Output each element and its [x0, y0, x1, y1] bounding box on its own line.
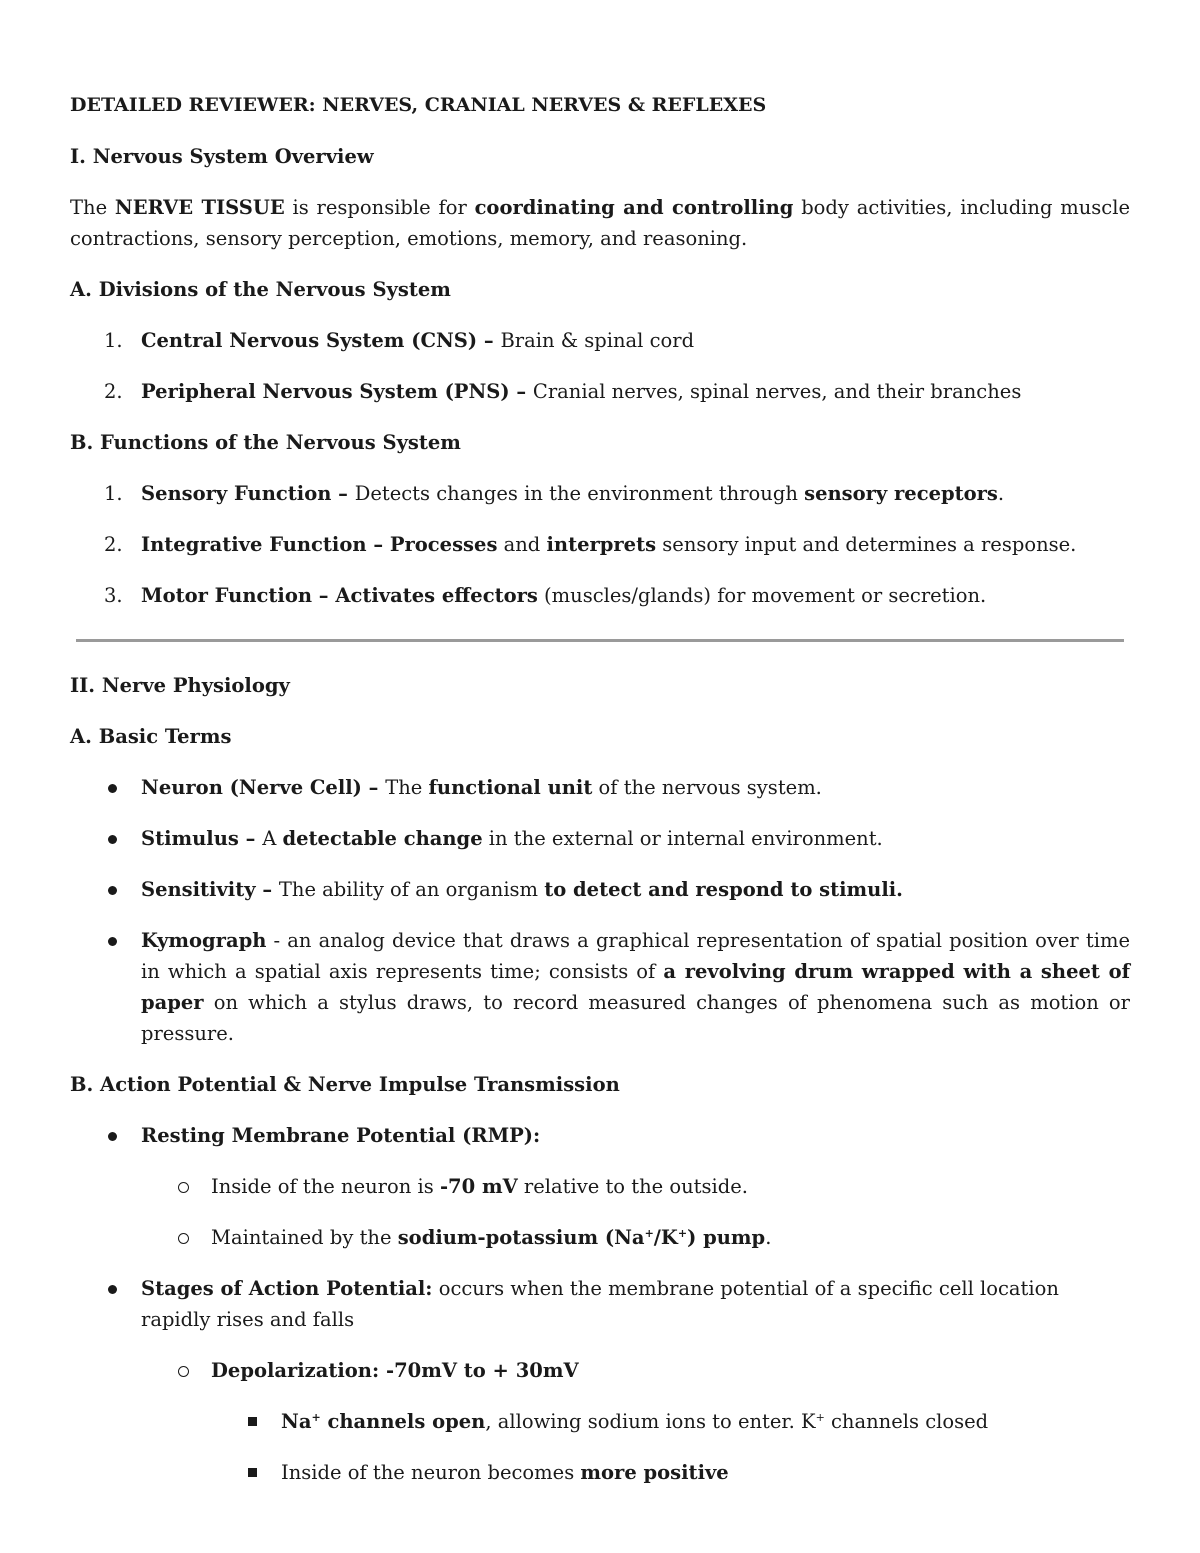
- stages-sublist: [141, 1355, 1130, 1488]
- list-item: Resting Membrane Potential (RMP): Inside of the neuron is -70 mV relative to the outside. Maintained by the sodium-potassium (Na+/K+) pump.: [70, 1120, 1130, 1253]
- rmp-sublist: [141, 1171, 1130, 1253]
- list-item: 1. Sensory Function – Detects changes in the environment through sensory receptors.: [104, 482, 1005, 505]
- circle-bullet-icon: [178, 1233, 189, 1244]
- section-1-heading: I. Nervous System Overview: [70, 145, 374, 168]
- horizontal-divider: [76, 639, 1124, 642]
- list-item: 1. Central Nervous System (CNS) – Brain & spinal cord: [104, 329, 695, 352]
- list-item: 3. Motor Function – Activates effectors (muscles/glands) for movement or secretion.: [104, 584, 987, 607]
- circle-bullet-icon: [178, 1366, 189, 1377]
- list-item: Stimulus – A detectable change in the external or internal environment.: [70, 823, 1130, 854]
- intro-paragraph: The NERVE TISSUE is responsible for coordinating and controlling body activities, including muscle contractions, sensory perception, emotions, memory, and reasoning.: [70, 196, 1131, 250]
- bullet-icon: [108, 835, 117, 844]
- divisions-list: [70, 325, 1130, 407]
- list-item: Na+ channels open, allowing sodium ions to enter. K+ channels closed: [70, 1406, 1130, 1437]
- depolarization-sublist: [211, 1406, 1130, 1488]
- list-item: 2. Peripheral Nervous System (PNS) – Cranial nerves, spinal nerves, and their branches: [104, 380, 1022, 403]
- bullet-icon: [108, 1132, 117, 1141]
- list-item: Sensitivity – The ability of an organism to detect and respond to stimuli.: [70, 874, 1130, 905]
- basic-terms-heading: A. Basic Terms: [70, 725, 232, 748]
- square-bullet-icon: [248, 1417, 257, 1426]
- list-item: Depolarization: -70mV to + 30mV Na+ channels open, allowing sodium ions to enter. K+ channels closed Inside of the neuron becomes more positive: [70, 1355, 1130, 1488]
- list-item: Inside of the neuron becomes more positive: [70, 1457, 1130, 1488]
- action-potential-heading: B. Action Potential & Nerve Impulse Transmission: [70, 1073, 620, 1096]
- functions-list: [70, 478, 1130, 611]
- list-item: Inside of the neuron is -70 mV relative to the outside.: [70, 1171, 1130, 1202]
- divisions-heading: A. Divisions of the Nervous System: [70, 278, 451, 301]
- section-2-heading: II. Nerve Physiology: [70, 674, 290, 697]
- square-bullet-icon: [248, 1468, 257, 1477]
- list-item: Neuron (Nerve Cell) – The functional unit of the nervous system.: [70, 772, 1130, 803]
- list-item: Kymograph - an analog device that draws a graphical representation of spatial position over time in which a spatial axis represents time; consists of a revolving drum wrapped with a sheet of paper on which a stylus draws, to record measured changes of phenomena such as motion or pressure.: [70, 925, 1130, 1049]
- bullet-icon: [108, 937, 117, 946]
- list-item: 2. Integrative Function – Processes and interprets sensory input and determines a response.: [104, 533, 1077, 556]
- bullet-icon: [108, 1285, 117, 1294]
- list-item: Stages of Action Potential: occurs when the membrane potential of a specific cell location rapidly rises and falls Depolarization: -70mV to + 30mV Na+ channels open, allowing sodium ions to enter. K+ channels closed Inside of the neuron becomes more positive: [70, 1273, 1130, 1488]
- document-title: DETAILED REVIEWER: NERVES, CRANIAL NERVES & REFLEXES: [70, 94, 767, 116]
- bullet-icon: [108, 784, 117, 793]
- action-potential-list: [70, 1120, 1130, 1488]
- basic-terms-list: [70, 772, 1130, 1049]
- functions-heading: B. Functions of the Nervous System: [70, 431, 461, 454]
- list-item: Maintained by the sodium-potassium (Na+/K+) pump.: [70, 1222, 1130, 1253]
- circle-bullet-icon: [178, 1182, 189, 1193]
- bullet-icon: [108, 886, 117, 895]
